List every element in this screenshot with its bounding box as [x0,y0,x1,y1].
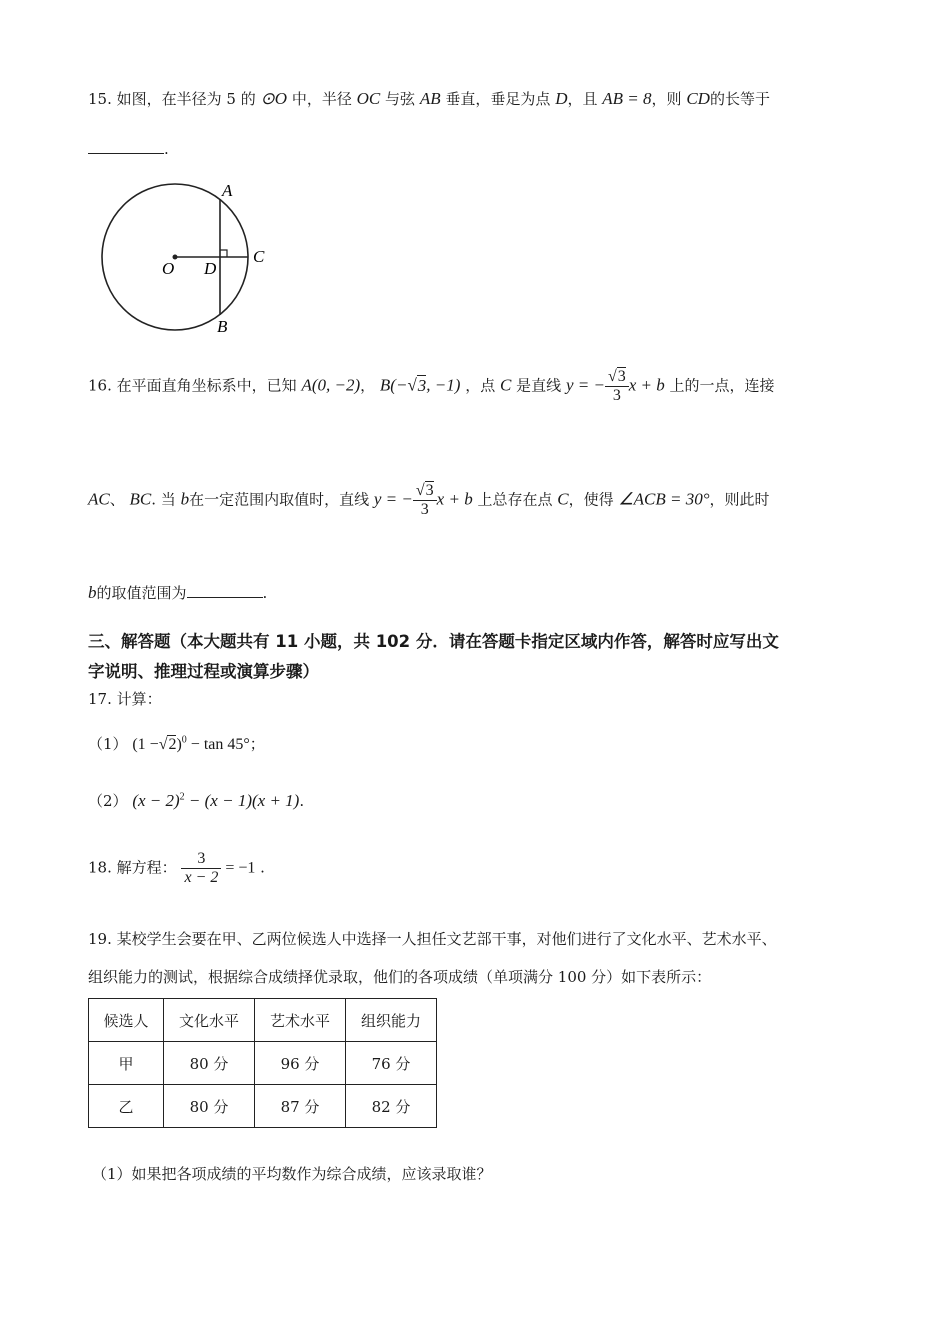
section-3-heading-line2: 字说明、推理过程或演算步骤） [88,662,319,681]
table-cell: 甲 [89,1042,164,1085]
table-cell: 96 分 [255,1042,346,1085]
table-cell: 87 分 [255,1085,346,1128]
label-a: A [222,181,233,200]
label-c: C [253,247,265,266]
q16-statement-line1: 16. 在平面直角坐标系中，已知 A(0, −2)， B(−√3, −1) ，点 C 是直线 y = − $\frac{√3}{3}$ x + b 上的一点，连接 [88,368,775,404]
circle-symbol: ⊙O [260,89,288,108]
table-cell: 80 分 [164,1085,255,1128]
q16-statement-line3: b的取值范围为 . [88,583,268,602]
q19-line1: 19. 某校学生会要在甲、乙两位候选人中选择一人担任文艺部干事，对他们进行了文化水平、艺术水平、 [88,930,777,948]
table-row [89,1042,437,1085]
q19-line2: 组织能力的测试，根据综合成绩择优录取，他们的各项成绩（单项满分 100 分）如下表所示： [88,968,712,986]
q16-number: 16. [88,376,112,395]
scores-table [88,998,437,1128]
answer-blank[interactable] [88,152,164,154]
q15-answer-line: . [88,140,169,158]
q15-number: 15. [88,90,112,108]
q17-part2: （2） $(x - 2)^2 - (x - 1)(x + 1)$. [88,791,305,810]
q15-circle-figure [95,178,285,338]
label-o: O [162,259,175,278]
table-header: 组织能力 [346,999,437,1042]
table-cell: 82 分 [346,1085,437,1128]
right-angle-mark [220,250,227,257]
label-d: D [204,259,217,278]
table-header: 候选人 [89,999,164,1042]
table-header-row [89,999,437,1042]
q16-statement-line2: AC、 BC. 当 b在一定范围内取值时，直线 y = − $\frac{√3}{3}$ x + b 上总存在点 C，使得 ∠ACB = 30°，则此时 [88,482,770,518]
table-cell: 乙 [89,1085,164,1128]
section-3-heading-line1: 三、解答题（本大题共有 11 小题，共 102 分．请在答题卡指定区域内作答，解答时应写出文 [88,632,779,651]
q19-part1: （1）如果把各项成绩的平均数作为综合成绩，应该录取谁？ [92,1165,492,1183]
q15-statement: 15. 如图，在半径为 5 的 ⊙O 中，半径 OC 与弦 AB 垂直，垂足为点 D，且 AB = 8，则 CD的长等于 [88,89,770,108]
table-cell: 80 分 [164,1042,255,1085]
q18-statement: 18. 解方程： $\frac{3}{x - 2}$ = −1 . [88,850,265,886]
answer-blank[interactable] [187,596,263,598]
q17-part1: （1） $(1 -√2)^0 - \tan 45^\circ$； [88,734,265,753]
table-row [89,1085,437,1128]
label-b: B [217,317,228,336]
table-header: 艺术水平 [255,999,346,1042]
table-header: 文化水平 [164,999,255,1042]
table-cell: 76 分 [346,1042,437,1085]
q17-title: 17. 计算： [88,690,162,708]
